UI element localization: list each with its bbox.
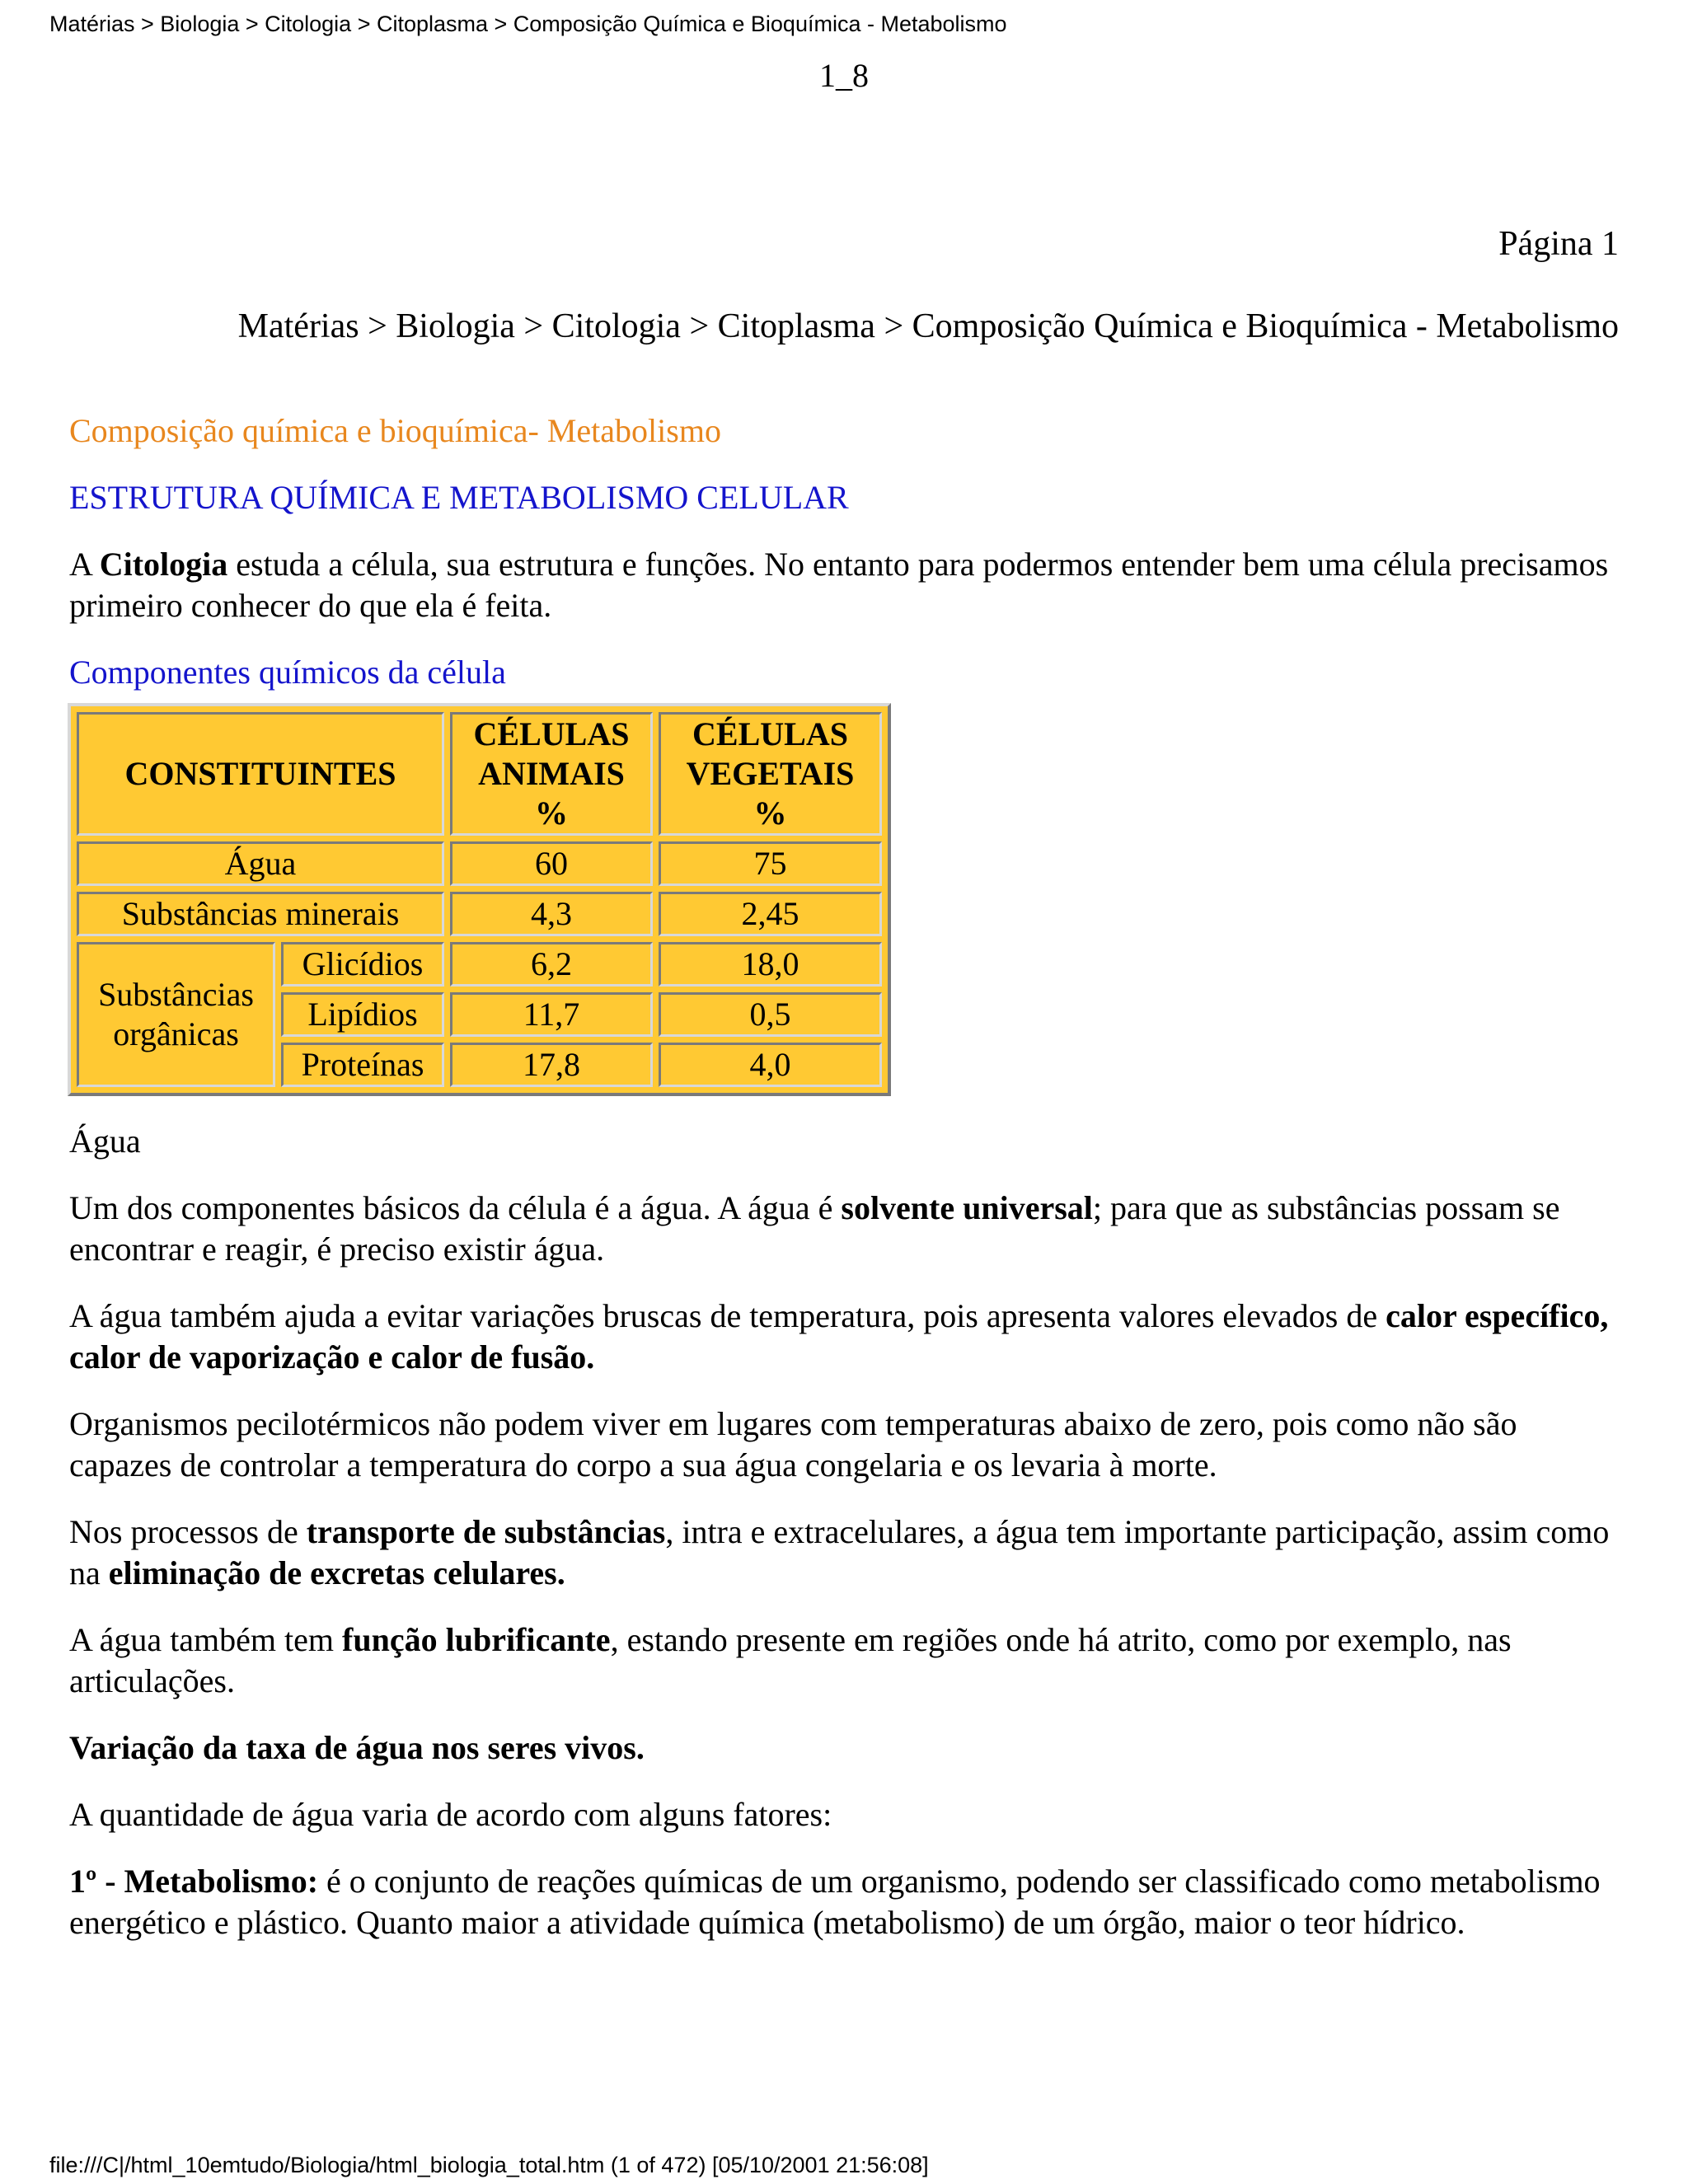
cell-glucides-label: Glicídios xyxy=(281,942,444,987)
paragraph-metabolism: 1º - Metabolismo: é o conjunto de reações químicas de um organismo, podendo ser classificado como metabolismo energético e plástico. Quanto maior a atividade química (metabolismo) de um órgão, maior o teor hídrico. xyxy=(69,1863,1601,1941)
table-row xyxy=(77,841,882,886)
water-heading: Água xyxy=(69,1122,141,1160)
paragraph-solvent: Um dos componentes básicos da célula é a água. A água é solvente universal; para que as substâncias possam se encontrar e reagir, é preciso existir água. xyxy=(69,1189,1560,1268)
cell-glucides-plant: 18,0 xyxy=(659,942,882,987)
cell-proteins-animal: 17,8 xyxy=(450,1043,653,1087)
intro-bold: Citologia xyxy=(99,546,228,583)
header-animal: CÉLULAS ANIMAIS % xyxy=(450,712,653,836)
cell-minerals-animal: 4,3 xyxy=(450,892,653,936)
components-title: Componentes químicos da célula xyxy=(69,654,506,691)
header-constituents: CONSTITUINTES xyxy=(77,712,444,836)
print-header-breadcrumb: Matérias > Biologia > Citologia > Citoplasma > Composição Química e Bioquímica - Metabolismo xyxy=(49,12,1007,36)
composition-table xyxy=(68,703,891,1096)
paragraph-lubricant: A água também tem função lubrificante, estando presente em regiões onde há atrito, como por exemplo, nas articulações. xyxy=(69,1621,1512,1699)
cell-minerals-plant: 2,45 xyxy=(659,892,882,936)
variation-heading: Variação da taxa de água nos seres vivos. xyxy=(69,1729,645,1766)
cell-proteins-plant: 4,0 xyxy=(659,1043,882,1087)
table-row xyxy=(77,892,882,936)
cell-water-label: Água xyxy=(77,841,444,886)
cell-lipids-plant: 0,5 xyxy=(659,992,882,1037)
cell-proteins-label: Proteínas xyxy=(281,1043,444,1087)
section-title: ESTRUTURA QUÍMICA E METABOLISMO CELULAR xyxy=(69,479,849,516)
page-title: Composição química e bioquímica- Metabolismo xyxy=(69,412,721,449)
cell-water-plant: 75 xyxy=(659,841,882,886)
main-content xyxy=(69,410,1623,1969)
breadcrumb[interactable]: Matérias > Biologia > Citologia > Citoplasma > Composição Química e Bioquímica - Metabolismo xyxy=(237,307,1619,345)
page-label: Página 1 xyxy=(1498,225,1619,263)
cell-organic-group: Substâncias orgânicas xyxy=(77,942,275,1087)
cell-lipids-label: Lipídios xyxy=(281,992,444,1037)
paragraph-organisms: Organismos pecilotérmicos não podem viver em lugares com temperaturas abaixo de zero, pois como não são capazes de controlar a temperatura do corpo a sua água congelaria e os levaria à morte. xyxy=(69,1405,1517,1483)
print-footer-url: file:///C|/html_10emtudo/Biologia/html_biologia_total.htm (1 of 472) [05/10/2001 21:56:08] xyxy=(49,2153,929,2177)
cell-glucides-animal: 6,2 xyxy=(450,942,653,987)
cell-water-animal: 60 xyxy=(450,841,653,886)
paragraph-factors: A quantidade de água varia de acordo com alguns fatores: xyxy=(69,1796,832,1833)
table-header-row xyxy=(77,712,882,836)
header-plant: CÉLULAS VEGETAIS % xyxy=(659,712,882,836)
page-id: 1_8 xyxy=(819,57,869,94)
intro-paragraph: A Citologia estuda a célula, sua estrutura e funções. No entanto para podermos entender bem uma célula precisamos primeiro conhecer do que ela é feita. xyxy=(69,546,1609,624)
paragraph-temperature: A água também ajuda a evitar variações bruscas de temperatura, pois apresenta valores elevados de calor específico, calor de vaporização e calor de fusão. xyxy=(69,1297,1609,1376)
cell-minerals-label: Substâncias minerais xyxy=(77,892,444,936)
cell-lipids-animal: 11,7 xyxy=(450,992,653,1037)
table-row xyxy=(77,942,882,987)
paragraph-transport: Nos processos de transporte de substâncias, intra e extracelulares, a água tem importante participação, assim como na eliminação de excretas celulares. xyxy=(69,1513,1610,1591)
